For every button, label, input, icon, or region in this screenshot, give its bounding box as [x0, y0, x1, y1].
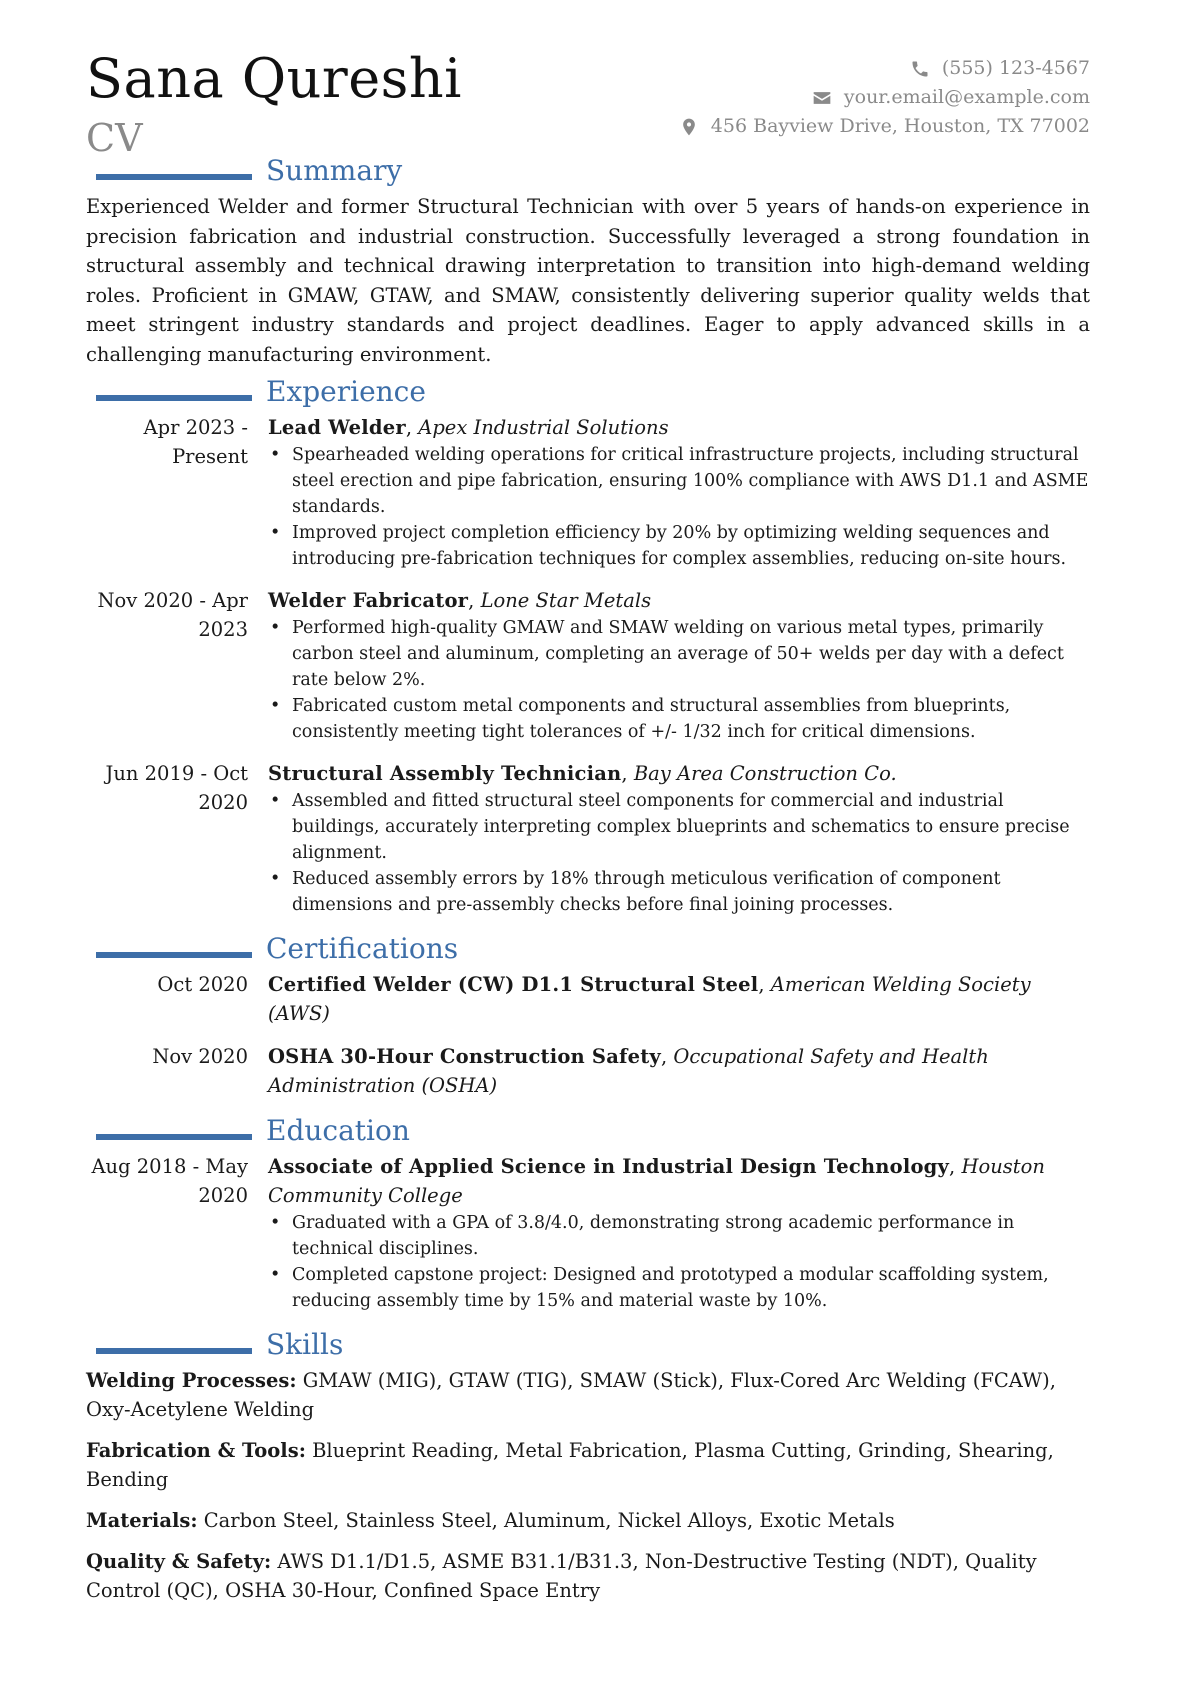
section-experience-heading	[86, 375, 1090, 413]
skill-row	[86, 1547, 1090, 1605]
employer: Lone Star Metals	[480, 589, 652, 612]
contact-address	[679, 112, 1090, 141]
section-summary-heading	[86, 154, 1090, 192]
bullet-item: • Completed capstone project: Designed and prototyped a modular scaffolding system, reducing assembly time by 15% and material waste by 10%.	[268, 1262, 1090, 1314]
job-title: Welder Fabricator	[268, 589, 469, 612]
entry-title: OSHA 30-Hour Construction Safety, Occupational Safety and Health Administration (OSHA)	[268, 1045, 989, 1097]
skill-label: Quality & Safety:	[86, 1550, 272, 1573]
contact-email	[679, 83, 1090, 112]
skill-row	[86, 1436, 1090, 1494]
section-education-heading	[86, 1114, 1090, 1152]
certification-title: Certified Welder (CW) D1.1 Structural Steel	[268, 973, 759, 996]
entry-body	[268, 1152, 1090, 1314]
bullet-item: • Performed high-quality GMAW and SMAW welding on various metal types, primarily carbon steel and aluminum, completing an average of 50+ welds per day with a defect rate below 2%.	[268, 615, 1090, 693]
experience-entry	[86, 759, 1090, 918]
section-title: Experience	[266, 375, 426, 408]
job-title: Lead Welder	[268, 416, 406, 439]
bullet-item: • Reduced assembly errors by 18% through meticulous verification of component dimensions and pre-assembly checks before final joining processes.	[268, 866, 1090, 918]
section-title: Summary	[266, 154, 403, 187]
entry-title: Lead Welder, Apex Industrial Solutions	[268, 416, 669, 439]
skill-value: Blueprint Reading, Metal Fabrication, Plasma Cutting, Grinding, Shearing, Bending	[86, 1439, 1054, 1491]
entry-title: Associate of Applied Science in Industrial Design Technology, Houston Community College	[268, 1155, 1045, 1207]
cv-header	[86, 46, 1090, 160]
section-bar	[96, 952, 252, 958]
bullet-item: • Graduated with a GPA of 3.8/4.0, demonstrating strong academic performance in technical disciplines.	[268, 1210, 1090, 1262]
certification-entry	[86, 1042, 1090, 1100]
entry-body	[268, 586, 1090, 745]
experience-entry	[86, 413, 1090, 572]
contact-block	[679, 54, 1090, 141]
entry-date: Aug 2018 - May 2020	[91, 1155, 248, 1207]
institution: Houston Community College	[268, 1155, 1045, 1207]
entry-title: Welder Fabricator, Lone Star Metals	[268, 589, 652, 612]
envelope-icon	[812, 88, 832, 108]
skill-label: Materials:	[86, 1509, 198, 1532]
skill-row	[86, 1506, 1090, 1535]
entry-body	[268, 413, 1090, 572]
section-skills-heading	[86, 1328, 1090, 1366]
section-bar	[96, 1134, 252, 1140]
section-bar	[96, 395, 252, 401]
section-bar	[96, 1348, 252, 1354]
bullet-item: • Spearheaded welding operations for critical infrastructure projects, including structural steel erection and pipe fabrication, ensuring 100% compliance with AWS D1.1 and ASME standards.	[268, 442, 1090, 520]
bullet-list	[268, 788, 1090, 918]
bullet-item: • Assembled and fitted structural steel components for commercial and industrial buildings, accurately interpreting complex blueprints and schematics to ensure precise alignment.	[268, 788, 1090, 866]
entry-body	[268, 759, 1090, 918]
phone-icon	[910, 59, 930, 79]
entry-title: Structural Assembly Technician, Bay Area Construction Co.	[268, 762, 897, 785]
section-title: Certifications	[266, 932, 459, 965]
skill-label: Fabrication & Tools:	[86, 1439, 306, 1462]
entry-date: Nov 2020 - Apr 2023	[97, 589, 248, 641]
employer: Bay Area Construction Co.	[633, 762, 897, 785]
bullet-list	[268, 442, 1090, 572]
entry-date: Nov 2020	[152, 1045, 248, 1068]
phone-text[interactable]: (555) 123-4567	[941, 57, 1090, 79]
issuer: American Welding Society (AWS)	[268, 973, 1031, 1025]
section-title: Education	[266, 1114, 410, 1147]
entry-title: Certified Welder (CW) D1.1 Structural Steel, American Welding Society (AWS)	[268, 973, 1031, 1025]
experience-entry	[86, 586, 1090, 745]
job-title: Structural Assembly Technician	[268, 762, 622, 785]
skill-value: AWS D1.1/D1.5, ASME B31.1/B31.3, Non-Destructive Testing (NDT), Quality Control (QC), OSHA 30-Hour, Confined Space Entry	[86, 1550, 1037, 1602]
cv-page	[86, 46, 1090, 1617]
education-entry	[86, 1152, 1090, 1314]
skill-value: GMAW (MIG), GTAW (TIG), SMAW (Stick), Flux-Cored Arc Welding (FCAW), Oxy-Acetylene Welding	[86, 1369, 1056, 1421]
certification-entry	[86, 970, 1090, 1028]
person-name: Sana Qureshi	[86, 47, 462, 110]
contact-phone	[679, 54, 1090, 83]
skill-label: Welding Processes:	[86, 1369, 297, 1392]
entry-date: Oct 2020	[157, 973, 248, 996]
bullet-item: • Fabricated custom metal components and structural assemblies from blueprints, consistently meeting tight tolerances of +/- 1/32 inch for critical dimensions.	[268, 693, 1090, 745]
entry-date: Apr 2023 - Present	[143, 416, 248, 468]
entry-body	[268, 970, 1090, 1028]
address-text: 456 Bayview Drive, Houston, TX 77002	[710, 115, 1090, 137]
document-subtitle: CV	[86, 116, 143, 160]
bullet-list	[268, 615, 1090, 745]
degree-title: Associate of Applied Science in Industrial Design Technology	[268, 1155, 950, 1178]
map-pin-icon	[679, 117, 699, 137]
bullet-item: • Improved project completion efficiency by 20% by optimizing welding sequences and introducing pre-fabrication techniques for complex assemblies, reducing on-site hours.	[268, 520, 1090, 572]
entry-date: Jun 2019 - Oct 2020	[105, 762, 248, 814]
issuer: Occupational Safety and Health Administration (OSHA)	[268, 1045, 989, 1097]
skill-value: Carbon Steel, Stainless Steel, Aluminum, Nickel Alloys, Exotic Metals	[203, 1509, 895, 1532]
summary-text: Experienced Welder and former Structural Technician with over 5 years of hands-on experience in precision fabrication and industrial construction. Successfully leveraged a strong foundation in structural assembly and technical drawing interpretation to transition into high-demand welding roles. Proficient in GMAW, GTAW, and SMAW, consistently delivering superior quality welds that meet stringent industry standards and project deadlines. Eager to apply advanced skills in a challenging manufacturing environment.	[86, 195, 1090, 366]
email-link[interactable]: your.email@example.com	[843, 86, 1090, 108]
section-bar	[96, 174, 252, 180]
employer: Apex Industrial Solutions	[418, 416, 669, 439]
entry-body	[268, 1042, 1090, 1100]
skill-row	[86, 1366, 1090, 1424]
bullet-list	[268, 1210, 1090, 1314]
section-title: Skills	[266, 1328, 344, 1361]
section-certifications-heading	[86, 932, 1090, 970]
certification-title: OSHA 30-Hour Construction Safety	[268, 1045, 661, 1068]
